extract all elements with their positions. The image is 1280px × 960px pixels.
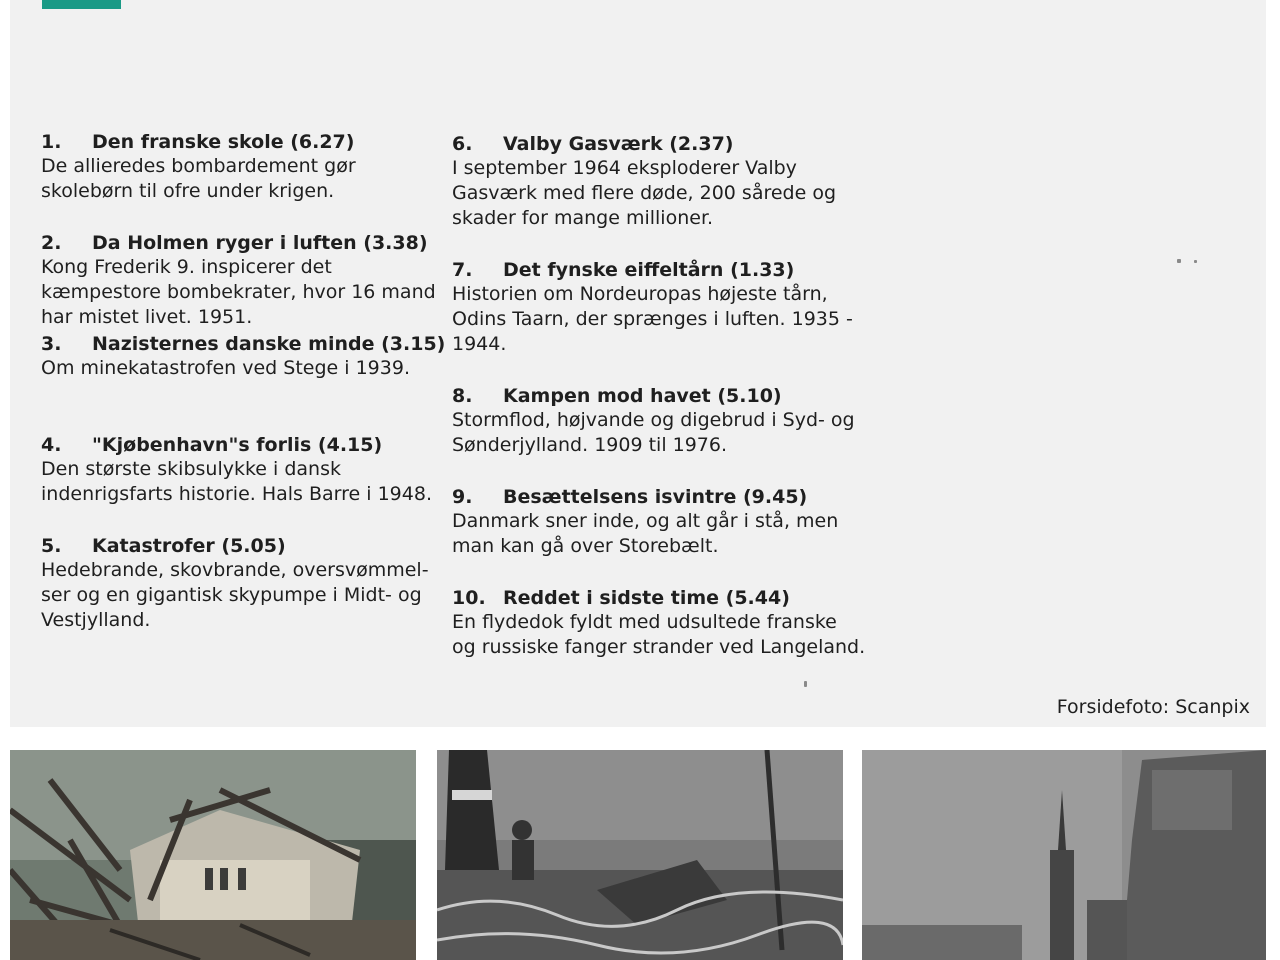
episode-title-text: Reddet i sidste time (5.44) xyxy=(503,587,790,609)
episode-desc-line: indenrigsfarts historie. Hals Barre i 1948. xyxy=(41,483,432,505)
episode-desc-line: Odins Taarn, der sprænges i luften. 1935 - xyxy=(452,308,853,330)
episode-title-text: Besættelsens isvintre (9.45) xyxy=(503,486,808,508)
episode-title-text: Den franske skole (6.27) xyxy=(92,131,355,153)
episode-title xyxy=(41,332,446,356)
ship-storm-image xyxy=(437,750,843,960)
list-item xyxy=(452,132,872,258)
episode-title xyxy=(452,258,872,282)
episode-desc-line: Kong Frederik 9. inspicerer det xyxy=(41,256,332,278)
episode-title-text: "Kjøbenhavn"s forlis (4.15) xyxy=(92,434,383,456)
list-item xyxy=(41,130,431,231)
episode-desc-line: Hedebrande, skovbrande, oversvømmel- xyxy=(41,559,429,581)
episode-desc-line: ser og en gigantisk skypumpe i Midt- og xyxy=(41,584,422,606)
episode-desc-line: De allieredes bombardement gør xyxy=(41,155,356,177)
episode-title xyxy=(41,231,431,255)
episode-title-text: Da Holmen ryger i luften (3.38) xyxy=(92,232,428,254)
list-item xyxy=(452,586,872,687)
episode-number: 5. xyxy=(41,535,62,557)
episode-number: 4. xyxy=(41,434,62,456)
photo-foggy-town xyxy=(862,750,1266,960)
episode-desc-line: har mistet livet. 1951. xyxy=(41,306,253,328)
episode-desc-line: kæmpestore bombekrater, hvor 16 mand xyxy=(41,281,436,303)
episode-desc-line: Sønderjylland. 1909 til 1976. xyxy=(452,434,728,456)
list-item xyxy=(41,433,431,534)
collapsed-house-image xyxy=(10,750,416,960)
episode-title xyxy=(452,586,872,610)
episode-title xyxy=(41,534,431,558)
episode-desc-line: Stormflod, højvande og digebrud i Syd- og xyxy=(452,409,855,431)
scan-speck xyxy=(1194,260,1197,263)
episode-number: 6. xyxy=(452,133,473,155)
photo-ship-storm xyxy=(437,750,843,960)
episode-list-right xyxy=(452,132,872,687)
foggy-town-image xyxy=(862,750,1266,960)
photo-credit: Forsidefoto: Scanpix xyxy=(1056,696,1250,718)
episode-desc-line: Gasværk med flere døde, 200 sårede og xyxy=(452,182,837,204)
episode-title xyxy=(452,485,872,509)
episode-title-text: Katastrofer (5.05) xyxy=(92,535,286,557)
episode-number: 7. xyxy=(452,259,473,281)
list-item xyxy=(41,231,436,332)
scan-speck xyxy=(1177,259,1181,263)
episode-title-text: Kampen mod havet (5.10) xyxy=(503,385,782,407)
episode-title xyxy=(41,433,431,457)
episode-title-text: Valby Gasværk (2.37) xyxy=(503,133,734,155)
episode-desc-line: En flydedok fyldt med udsultede franske xyxy=(452,611,837,633)
episode-number: 8. xyxy=(452,385,473,407)
episode-desc-line: Vestjylland. xyxy=(41,609,151,631)
episode-number: 10. xyxy=(452,587,486,609)
episode-desc-line: Danmark sner inde, og alt går i stå, men xyxy=(452,510,839,532)
episode-number: 9. xyxy=(452,486,473,508)
episode-desc-line: Den største skibsulykke i dansk xyxy=(41,458,341,480)
episode-desc-line: 1944. xyxy=(452,333,507,355)
episode-list-left xyxy=(41,130,446,635)
list-item xyxy=(452,485,872,586)
episode-number: 3. xyxy=(41,333,62,355)
episode-title xyxy=(452,384,872,408)
episode-desc-line: Historien om Nordeuropas højeste tårn, xyxy=(452,283,828,305)
scan-speck xyxy=(804,681,807,687)
list-item xyxy=(41,332,446,433)
episode-title xyxy=(41,130,431,154)
episode-desc-line: og russiske fanger strander ved Langeland. xyxy=(452,636,866,658)
episode-desc-line: man kan gå over Storebælt. xyxy=(452,535,719,557)
episode-title xyxy=(452,132,872,156)
list-item xyxy=(452,384,872,485)
episode-desc-line: skolebørn til ofre under krigen. xyxy=(41,180,335,202)
episode-desc-line: Om minekatastrofen ved Stege i 1939. xyxy=(41,357,410,379)
accent-tab xyxy=(42,0,121,9)
episode-number: 1. xyxy=(41,131,62,153)
episode-title-text: Det fynske eiffeltårn (1.33) xyxy=(503,259,795,281)
episode-desc-line: skader for mange millioner. xyxy=(452,207,714,229)
episode-number: 2. xyxy=(41,232,62,254)
list-item xyxy=(452,258,872,384)
episode-title-text: Nazisternes danske minde (3.15) xyxy=(92,333,446,355)
photo-collapsed-house xyxy=(10,750,416,960)
episode-desc-line: I september 1964 eksploderer Valby xyxy=(452,157,797,179)
list-item xyxy=(41,534,431,635)
